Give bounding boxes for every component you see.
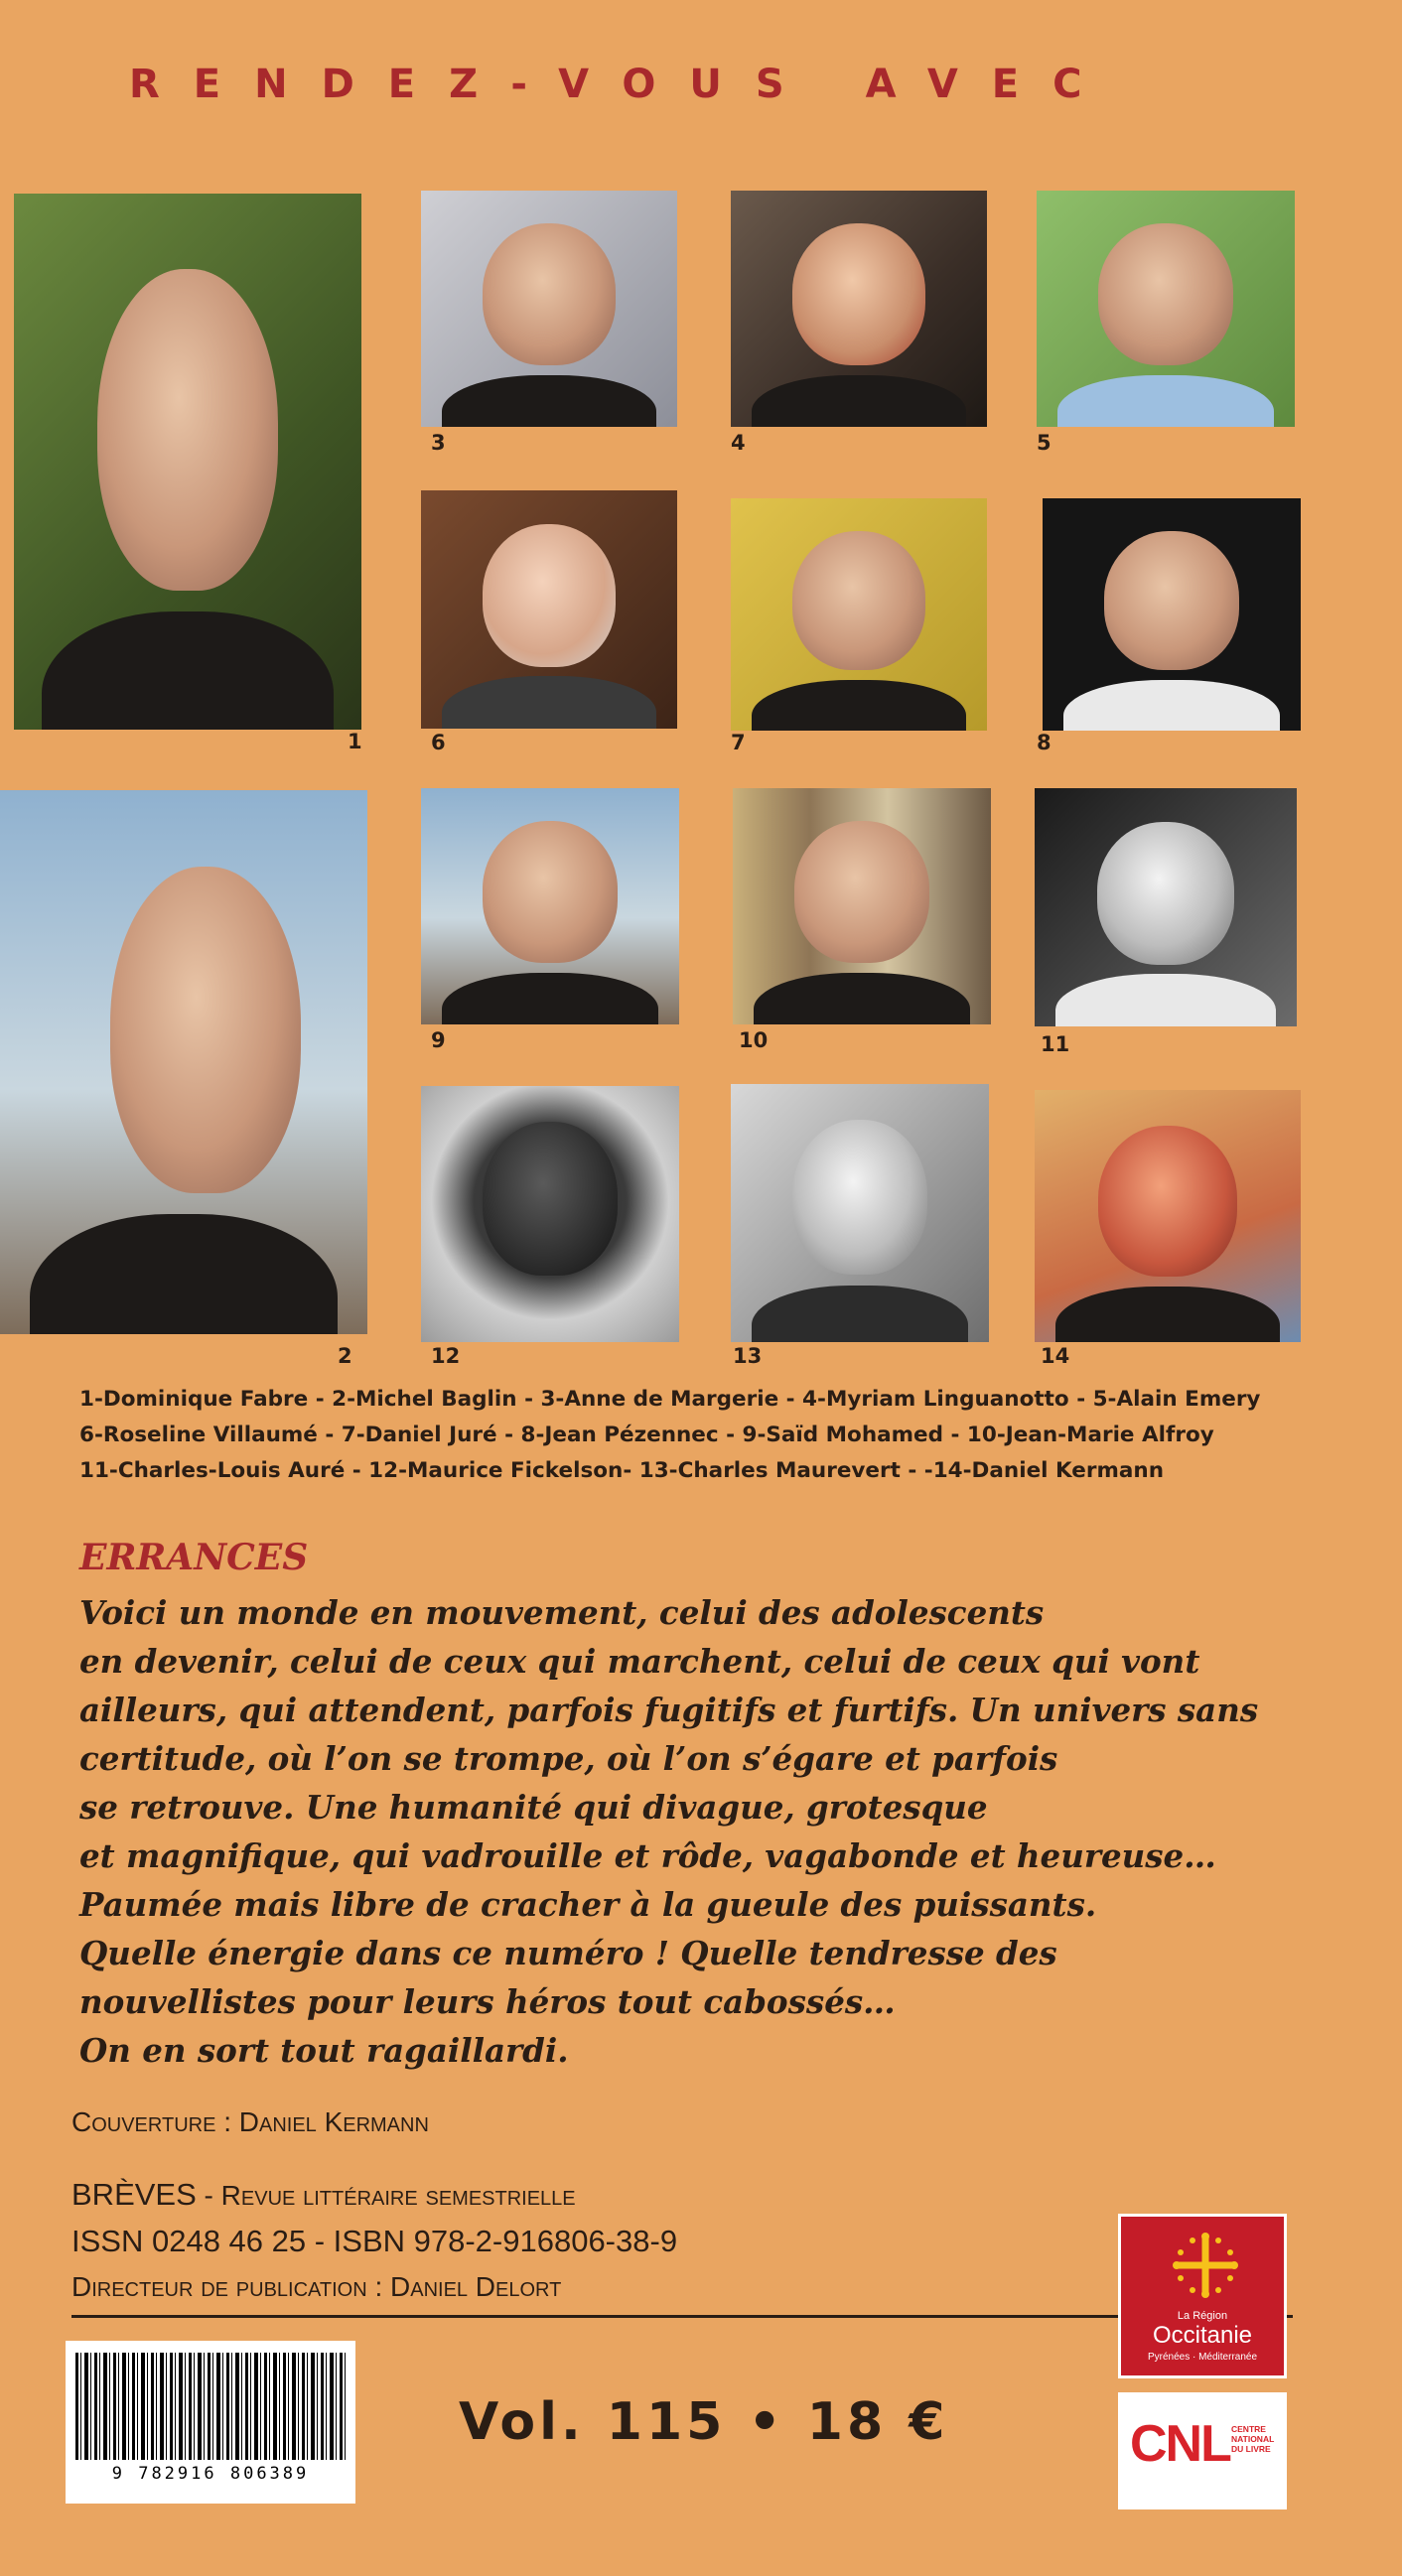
blurb-line: On en sort tout ragaillardi. xyxy=(79,2031,569,2070)
portrait-number: 1 xyxy=(348,730,362,753)
portrait-photo-14 xyxy=(1035,1090,1301,1342)
cnl-logo xyxy=(1118,2392,1287,2509)
occitanie-label-top: La Région xyxy=(1177,2310,1228,2322)
volume-price: Vol. 115 • 18 € xyxy=(459,2392,949,2452)
portrait-photo-5 xyxy=(1037,191,1295,427)
contributors-list xyxy=(79,1382,1331,1489)
occitan-cross-icon xyxy=(1171,2231,1240,2300)
blurb-text xyxy=(79,1588,1350,2075)
occitanie-logo xyxy=(1118,2214,1287,2378)
portrait-number: 5 xyxy=(1037,431,1052,455)
portrait-photo-9 xyxy=(421,788,679,1024)
portrait-photo-3 xyxy=(421,191,677,427)
occitanie-label-bottom: Pyrénées · Méditerranée xyxy=(1147,2352,1258,2363)
issn-isbn: ISSN 0248 46 25 - ISBN 978-2-916806-38-9 xyxy=(71,2224,678,2258)
contributors-line: 1-Dominique Fabre - 2-Michel Baglin - 3-Anne de Margerie - 4-Myriam Linguanotto - 5-Alain Emery xyxy=(79,1387,1261,1412)
occitanie-label-main: Occitanie xyxy=(1152,2322,1253,2349)
book-title: ERRANCES xyxy=(79,1537,309,1578)
blurb-line: et magnifique, qui vadrouille et rôde, vagabonde et heureuse… xyxy=(79,1836,1216,1875)
divider xyxy=(71,2315,1293,2318)
portrait-number: 8 xyxy=(1037,731,1052,754)
portrait-photo-8 xyxy=(1043,498,1301,731)
blurb-line: ailleurs, qui attendent, parfois fugitifs et furtifs. Un univers sans xyxy=(79,1691,1259,1729)
portrait-photo-12 xyxy=(421,1086,679,1342)
portrait-number: 2 xyxy=(338,1344,352,1368)
blurb-line: nouvellistes pour leurs héros tout cabossés… xyxy=(79,1982,896,2021)
revue-description: - Revue littéraire semestrielle xyxy=(196,2180,576,2211)
cnl-mark: CNL xyxy=(1130,2415,1230,2473)
blurb-line: se retrouve. Une humanité qui divague, grotesque xyxy=(79,1788,988,1827)
portrait-photo-13 xyxy=(731,1084,989,1342)
publication-director: Directeur de publication : Daniel Delort xyxy=(71,2271,562,2302)
publication-info xyxy=(71,2172,677,2310)
portrait-number: 12 xyxy=(431,1344,461,1368)
portrait-photo-4 xyxy=(731,191,987,427)
portrait-number: 9 xyxy=(431,1028,446,1052)
portrait-photo-11 xyxy=(1035,788,1297,1026)
blurb-line: Quelle énergie dans ce numéro ! Quelle tendresse des xyxy=(79,1934,1057,1972)
portrait-number: 4 xyxy=(731,431,746,455)
barcode xyxy=(66,2341,355,2504)
portrait-photo-6 xyxy=(421,490,677,729)
portrait-number: 3 xyxy=(431,431,446,455)
portrait-number: 11 xyxy=(1041,1032,1070,1056)
cover-credit: Couverture : Daniel Kermann xyxy=(71,2106,429,2137)
header-rendez-vous: RENDEZ-VOUS AVEC xyxy=(129,62,1116,107)
portrait-photo-2 xyxy=(0,790,367,1334)
revue-name: BRÈVES xyxy=(71,2177,197,2212)
cnl-text: CENTRE NATIONAL DU LIVRE xyxy=(1231,2424,1275,2454)
portrait-number: 13 xyxy=(733,1344,763,1368)
portrait-photo-10 xyxy=(733,788,991,1024)
portrait-number: 14 xyxy=(1041,1344,1070,1368)
barcode-bars xyxy=(75,2353,346,2460)
contributors-line: 11-Charles-Louis Auré - 12-Maurice Fickelson- 13-Charles Maurevert - -14-Daniel Kermann xyxy=(79,1458,1165,1483)
barcode-number: 9 782916 806389 xyxy=(111,2464,310,2484)
blurb-line: Voici un monde en mouvement, celui des adolescents xyxy=(79,1593,1045,1632)
portrait-number: 6 xyxy=(431,731,446,754)
blurb-line: Paumée mais libre de cracher à la gueule des puissants. xyxy=(79,1885,1097,1924)
blurb-line: en devenir, celui de ceux qui marchent, celui de ceux qui vont xyxy=(79,1642,1200,1681)
contributors-line: 6-Roseline Villaumé - 7-Daniel Juré - 8-Jean Pézennec - 9-Saïd Mohamed - 10-Jean-Marie Alfroy xyxy=(79,1423,1214,1447)
portrait-photo-7 xyxy=(731,498,987,731)
portrait-number: 10 xyxy=(739,1028,769,1052)
portrait-number: 7 xyxy=(731,731,746,754)
blurb-line: certitude, où l’on se trompe, où l’on s’égare et parfois xyxy=(79,1739,1058,1778)
portrait-photo-1 xyxy=(14,194,361,730)
